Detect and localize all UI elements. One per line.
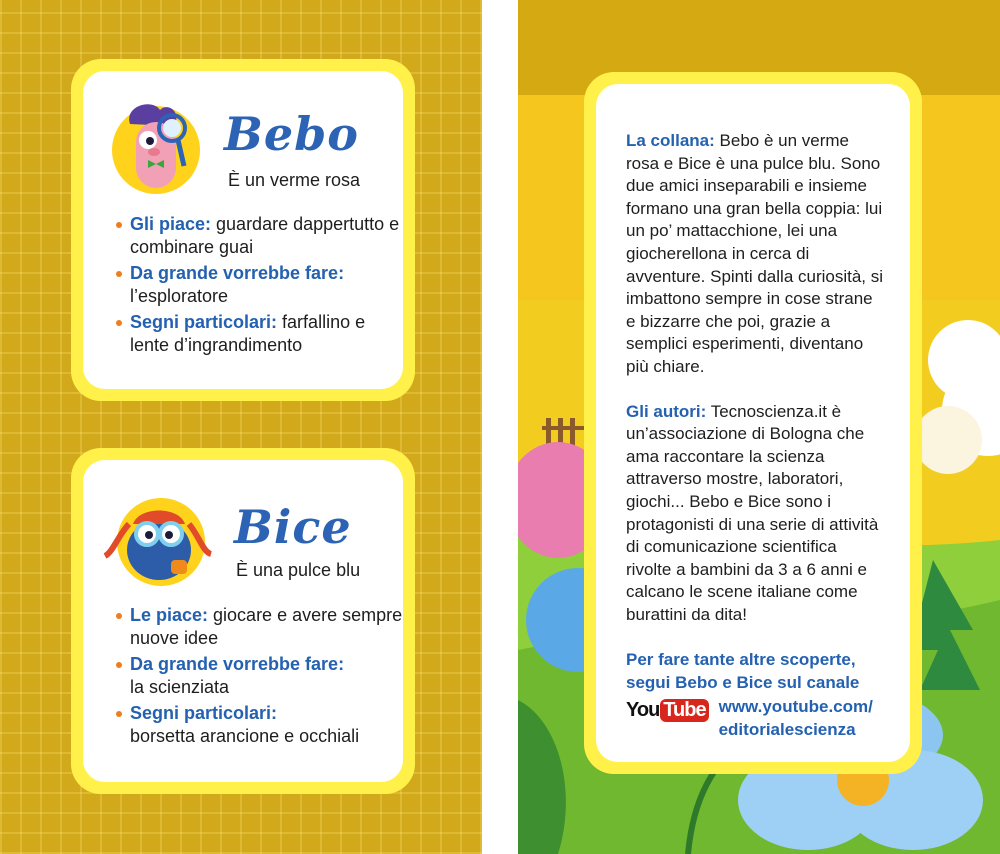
bebo-card-body [83,71,403,389]
trait-item: Segni particolari: borsetta arancione e occhiali [116,702,406,748]
bullet-icon [116,662,122,668]
bullet-icon [116,271,122,277]
bullet-icon [116,613,122,619]
bullet-icon [116,711,122,717]
bebo-card [71,59,415,401]
pink-worm-icon [112,96,200,196]
bice-avatar [117,498,205,586]
bice-description: È una pulce blu [236,560,361,580]
info-card [584,72,922,774]
cta-text: Per fare tante altre scoperte, segui Bebo e Bice sul canale [626,650,860,693]
autori-paragraph: Gli autori: Tecnoscienza.it è un’associazione di Bologna che ama raccontare la scienza attraverso mostre, laboratori, giochi... Bebo e Bice sono i protagonisti di una serie di attività di comunicazione scientifica rivolte a bambini da 3 a 6 anni e calcano le scene italiane come burattini da dita! [626,401,879,624]
trait-item: Le piace: giocare e avere sempre nuove idee [116,604,406,650]
bullet-icon [116,222,122,228]
bice-traits [116,604,406,751]
youtube-row [626,695,886,741]
bice-name: Bice [234,500,352,554]
bullet-icon [116,320,122,326]
cloud-icon [914,320,1000,474]
youtube-link[interactable] [719,695,873,741]
youtube-url-line2: editorialescienza [718,720,856,740]
trait-item: Da grande vorrebbe fare: l’esploratore [116,262,406,308]
blue-flea-icon [99,494,219,590]
trait-item: Gli piace: guardare dappertutto e combinare guai [116,213,406,259]
bebo-description: È un verme rosa [228,170,361,190]
left-panel [0,0,482,854]
right-panel [518,0,1000,854]
info-text [626,130,886,741]
info-card-body [596,84,910,762]
youtube-url-line1: www.youtube.com/ [718,697,873,717]
youtube-logo-icon: You Tube [626,699,709,722]
page-gutter [482,0,518,854]
trait-item: Da grande vorrebbe fare: la scienziata [116,653,406,699]
bice-card [71,448,415,794]
trait-item: Segni particolari: farfallino e lente d’ingrandimento [116,311,406,357]
bebo-name: Bebo [224,107,359,161]
bice-card-body [83,460,403,782]
bebo-avatar [112,106,200,194]
bebo-traits [116,213,406,360]
collana-paragraph: La collana: Bebo è un verme rosa e Bice è una pulce blu. Sono due amici inseparabili e insieme formano una gran bella coppia: lui un po’ mattacchione, lei una giocherellona in cerca di avventure. Spinti dalla curiosità, si imbattono sempre in cose strane e bizzarre che poi, grazie a semplici esperimenti, diventano più chiare. [626,131,884,376]
